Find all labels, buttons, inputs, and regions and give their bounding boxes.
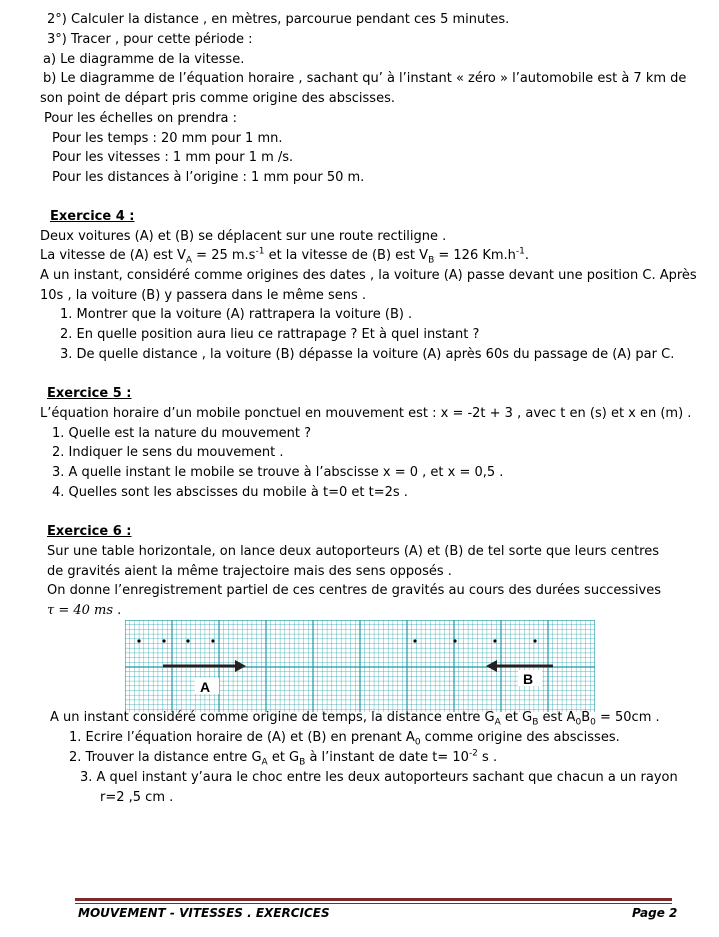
ex6-line4-d: B: [581, 710, 591, 725]
ex6-item-2: [69, 749, 497, 767]
ex6-item-2-c: à l’instant de date t= 10: [305, 750, 469, 765]
ex6-line4-a: A un instant considéré comme origine de temps, la distance entre G: [50, 710, 495, 725]
question-3: 3°) Tracer , pour cette période :: [47, 32, 253, 47]
ex6-item-2-b: et G: [267, 750, 300, 765]
ex4-speed-b-value: = 126 Km.h: [434, 248, 516, 263]
ex6-line3: On donne l’enregistrement partiel de ces centres de gravités au cours des durées successives: [47, 583, 661, 598]
ex4-sup-b: -1: [515, 246, 525, 257]
point-a-3: [186, 639, 189, 642]
point-a-2: [162, 639, 165, 642]
question-b-line1: [43, 70, 703, 88]
ex6-item-3: 3. A quel instant y’aura le choc entre les deux autoporteurs sachant que chacun a un rayon: [80, 770, 678, 785]
ex6-line4-b: et G: [500, 710, 533, 725]
label-a: A: [200, 679, 211, 695]
ex4-line1: Deux voitures (A) et (B) se déplacent sur une route rectiligne .: [40, 229, 447, 244]
point-a-4: [211, 639, 214, 642]
ex6-sub-3: 0: [575, 717, 582, 728]
ex4-sub-b: B: [428, 255, 435, 266]
recording-figure: [125, 620, 595, 712]
footer-title: MOUVEMENT - VITESSES . EXERCICES: [78, 906, 330, 920]
tau-value: τ = 40 ms: [47, 603, 114, 618]
ex6-sub-1: A: [494, 717, 501, 728]
ex6-tau: [47, 602, 121, 620]
ex5-line1: L’équation horaire d’un mobile ponctuel en mouvement est : x = -2t + 3 , avec t en (s) et x en (m) .: [40, 406, 692, 421]
exercise-5-title: Exercice 5 :: [47, 386, 132, 401]
question-a: a) Le diagramme de la vitesse.: [43, 52, 245, 67]
ex6-item-2-a: 2. Trouver la distance entre G: [69, 750, 262, 765]
ex4-period: .: [524, 248, 530, 263]
ex6-item-2-sup: -2: [468, 748, 478, 759]
ex4-speed-a-value: = 25 m.s: [192, 248, 256, 263]
ex4-item-1: 1. Montrer que la voiture (A) rattrapera la voiture (B) .: [60, 307, 413, 322]
scale-time: Pour les temps : 20 mm pour 1 mn.: [52, 131, 283, 146]
footer-rule-thin: [75, 903, 672, 904]
point-a-1: [137, 639, 140, 642]
ex4-line4: 10s , la voiture (B) y passera dans le même sens .: [40, 288, 367, 303]
ex6-item-1-b: comme origine des abscisses.: [420, 730, 620, 745]
scales-intro: Pour les échelles on prendra :: [44, 111, 238, 126]
ex6-line4: [50, 709, 660, 727]
ex4-line3: A un instant, considéré comme origines des dates , la voiture (A) passe devant une position C. Après: [40, 268, 697, 283]
ex5-item-3: 3. A quelle instant le mobile se trouve à l’abscisse x = 0 , et x = 0,5 .: [52, 465, 504, 480]
exercise-4-title: Exercice 4 :: [50, 209, 135, 224]
ex6-item-2-sub1: A: [261, 757, 268, 768]
ex6-item-1-sub: 0: [414, 737, 421, 748]
question-2: 2°) Calculer la distance , en mètres, parcourue pendant ces 5 minutes.: [47, 12, 510, 27]
ex5-item-2: 2. Indiquer le sens du mouvement .: [52, 445, 284, 460]
question-b-text: b) Le diagramme de l’équation horaire , sachant qu’ à l’instant « zéro » l’automobile est à 7 km de: [43, 71, 687, 86]
points-a: [137, 639, 214, 642]
footer-rule-thick: [75, 898, 672, 901]
point-b-3: [493, 639, 496, 642]
ex5-item-1: 1. Quelle est la nature du mouvement ?: [52, 426, 312, 441]
ex6-item-3-cont: r=2 ,5 cm .: [100, 790, 174, 805]
exercise-6-title: Exercice 6 :: [47, 524, 132, 539]
question-b-line2: son point de départ pris comme origine des abscisses.: [40, 91, 395, 106]
ex4-speed-a-text: La vitesse de (A) est V: [40, 248, 186, 263]
ex4-sub-a: A: [185, 255, 193, 266]
ex6-line1: Sur une table horizontale, on lance deux autoporteurs (A) et (B) de tel sorte que leurs centres: [47, 544, 660, 559]
ex6-item-1-a: 1. Ecrire l’équation horaire de (A) et (B) en prenant A: [69, 730, 415, 745]
point-b-1: [413, 639, 416, 642]
ex4-sup-a: -1: [255, 246, 265, 257]
arrow-a-head: [235, 660, 246, 672]
ex5-item-4: 4. Quelles sont les abscisses du mobile à t=0 et t=2s .: [52, 485, 408, 500]
ex6-line4-c: est A: [538, 710, 576, 725]
ex6-line4-e: = 50cm .: [595, 710, 660, 725]
point-b-2: [453, 639, 456, 642]
ex4-speed-b-text: et la vitesse de (B) est V: [264, 248, 429, 263]
point-b-4: [533, 639, 536, 642]
ex4-item-3: 3. De quelle distance , la voiture (B) dépasse la voiture (A) après 60s du passage de (A) par C.: [60, 347, 675, 362]
page-number: Page 2: [632, 906, 678, 920]
ex6-sub-2: B: [532, 717, 539, 728]
ex6-line2: de gravités aient la même trajectoire mais des sens opposés .: [47, 564, 452, 579]
label-b: B: [523, 671, 534, 687]
ex4-item-2: 2. En quelle position aura lieu ce rattrapage ? Et à quel instant ?: [60, 327, 480, 342]
graph-paper: [125, 620, 595, 712]
ex6-item-2-sub2: B: [299, 757, 306, 768]
scale-distance: Pour les distances à l’origine : 1 mm pour 50 m.: [52, 170, 365, 185]
ex6-item-2-d: s .: [477, 750, 498, 765]
ex6-item-1: [69, 729, 620, 747]
ex4-line2: [40, 247, 529, 265]
arrow-a: [163, 660, 246, 672]
scale-speed: Pour les vitesses : 1 mm pour 1 m /s.: [52, 150, 294, 165]
tau-period: .: [113, 603, 122, 618]
ex6-sub-4: 0: [590, 717, 596, 728]
points-b: [413, 639, 536, 642]
